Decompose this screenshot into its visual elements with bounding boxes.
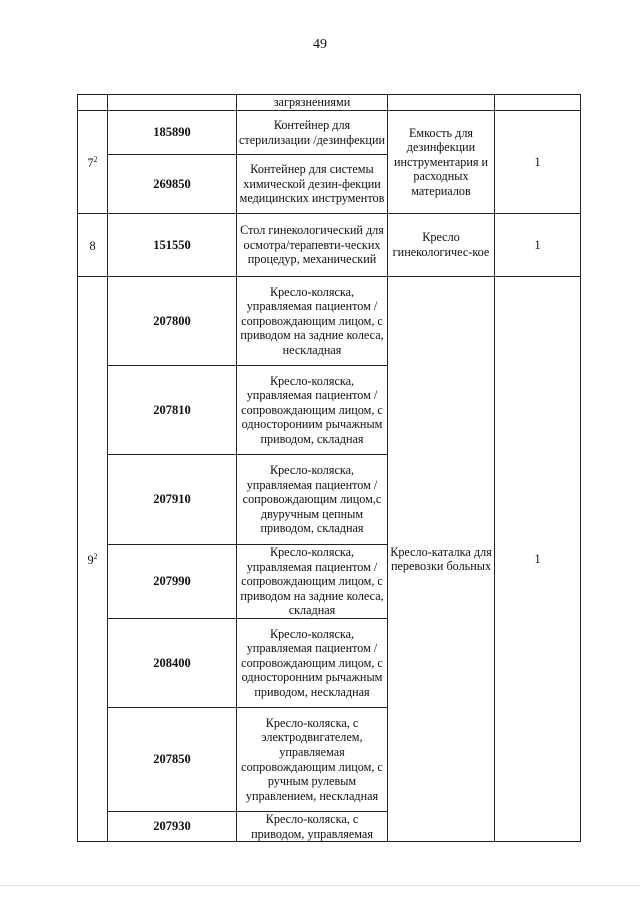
equipment-table (77, 94, 581, 842)
cell-code: 185890 (108, 111, 237, 155)
cell-desc: Контейнер для системы химической дезин-фекции медицинских инструментов (237, 155, 388, 214)
cell-code: 207930 (108, 812, 237, 842)
cell-desc: Контейнер для стерилизации /дезинфекции (237, 111, 388, 155)
page-number: 49 (313, 37, 327, 52)
cell-num: $7^2$ (78, 111, 108, 214)
cell-code: 151550 (108, 214, 237, 277)
cell-desc: Кресло-коляска, управляемая пациентом /сопровождающим лицом, с односторонним рычажным приводом, нескладная (237, 619, 388, 708)
cell-qty (495, 95, 581, 111)
table-row (78, 277, 581, 366)
cell-type (388, 95, 495, 111)
cell-qty: 1 (495, 214, 581, 277)
cell-type: Кресло гинекологичес-кое (388, 214, 495, 277)
cell-code: 207800 (108, 277, 237, 366)
cell-type: Емкость для дезинфекции инструментария и расходных материалов (388, 111, 495, 214)
cell-code: 207990 (108, 545, 237, 619)
page-bottom-edge (0, 885, 640, 886)
cell-type: Кресло-каталка для перевозки больных (388, 277, 495, 842)
table-row (78, 214, 581, 277)
cell-desc: Кресло-коляска, управляемая пациентом /сопровождающим лицом,с двуручным цепным приводом, складная (237, 455, 388, 545)
cell-desc: Кресло-коляска, управляемая пациентом /сопровождающим лицом, с приводом на задние колеса, складная (237, 545, 388, 619)
cell-desc: Стол гинекологический для осмотра/терапевти-ческих процедур, механический (237, 214, 388, 277)
table-row-continuation (78, 95, 581, 111)
cell-code: 269850 (108, 155, 237, 214)
cell-desc: загрязнениями (237, 95, 388, 111)
cell-num: $9^2$ (78, 277, 108, 842)
cell-code (108, 95, 237, 111)
cell-code: 207910 (108, 455, 237, 545)
cell-num: 8 (78, 214, 108, 277)
cell-code: 208400 (108, 619, 237, 708)
cell-code: 207850 (108, 708, 237, 812)
cell-desc: Кресло-коляска, с приводом, управляемая (237, 812, 388, 842)
cell-qty: 1 (495, 277, 581, 842)
cell-desc: Кресло-коляска, с электродвигателем, управляемая сопровождающим лицом, с ручным рулевым управлением, нескладная (237, 708, 388, 812)
cell-qty: 1 (495, 111, 581, 214)
cell-desc: Кресло-коляска, управляемая пациентом /сопровождающим лицом, с приводом на задние колеса, нескладная (237, 277, 388, 366)
cell-code: 207810 (108, 366, 237, 455)
cell-desc: Кресло-коляска, управляемая пациентом /сопровождающим лицом, с односторониим рычажным приводом, складная (237, 366, 388, 455)
table-row (78, 111, 581, 155)
cell-num (78, 95, 108, 111)
